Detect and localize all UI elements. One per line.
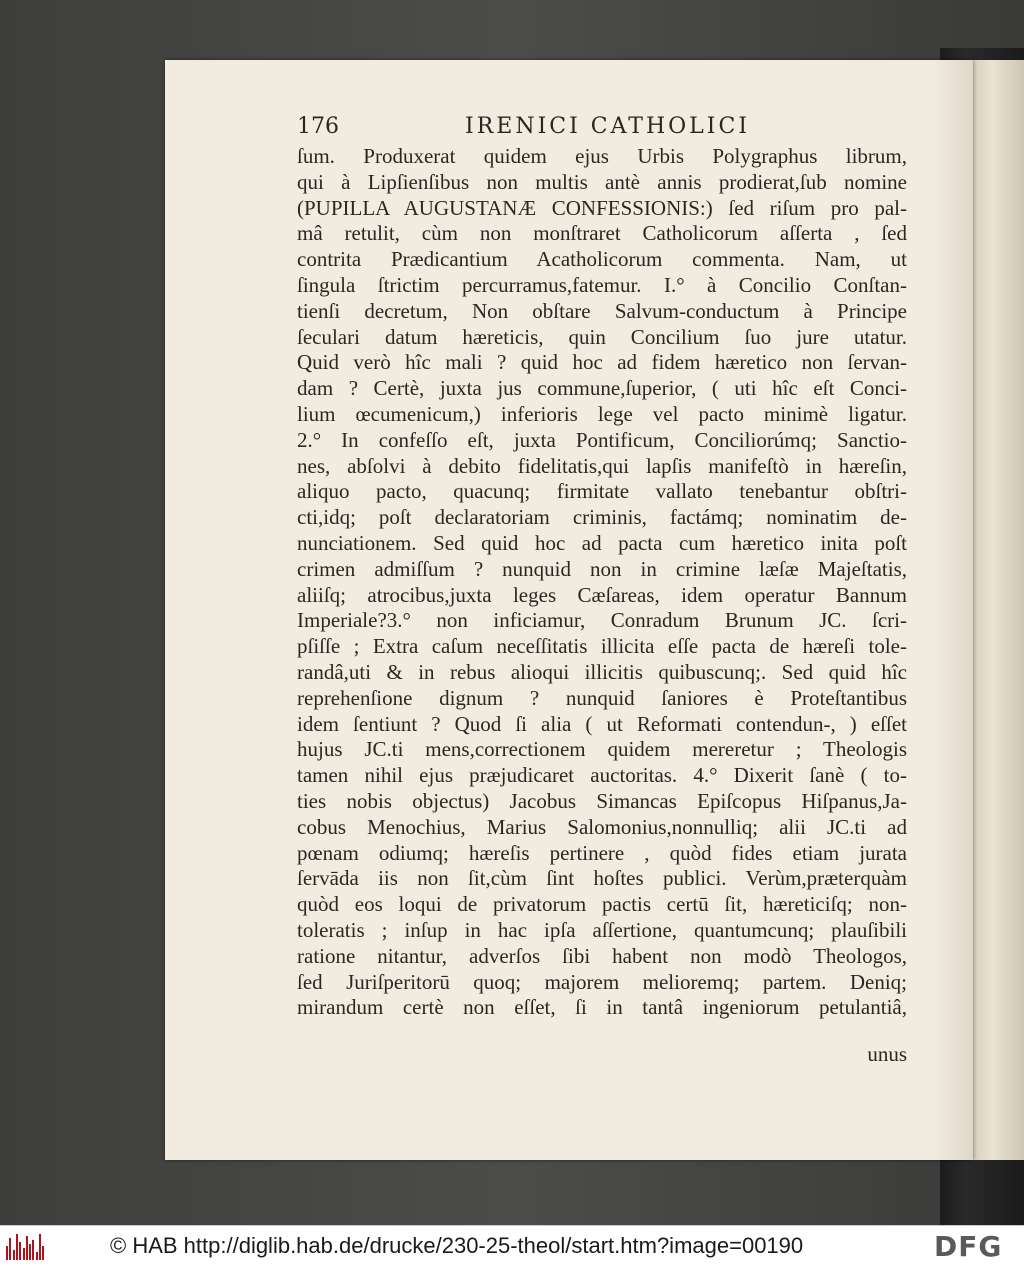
text-line: nes, abſolvi à debito fidelitatis,qui lapſis manifeſtò in hæreſin, — [297, 453, 907, 478]
hab-logo-bar — [13, 1250, 15, 1260]
text-line: quòd eos loqui de privatorum pactis certū ſit, hæreticiſq; non- — [297, 892, 907, 917]
text-line: randâ,uti & in rebus alioqui illicitis quibuscunq;. Sed quid hîc — [297, 659, 907, 684]
text-line: pœnam odiumq; hæreſis pertinere , quòd fides etiam jurata — [297, 840, 907, 865]
text-line: dam ? Certè, juxta jus commune,ſuperior, ( uti hîc eſt Conci- — [297, 376, 907, 401]
page-gutter-shade — [933, 60, 973, 1160]
text-line: (PUPILLA AUGUSTANÆ CONFESSIONIS:) ſed riſum pro pal- — [297, 195, 907, 220]
text-line: ſed Juriſperitorū quoq; majorem melioremq; partem. Deniq; — [297, 969, 907, 994]
running-head-title: IRENICI CATHOLICI — [465, 114, 751, 139]
text-line: cobus Menochius, Marius Salomonius,nonnulliq; alii JC.ti ad — [297, 814, 907, 839]
running-head — [297, 114, 907, 142]
text-line: mirandum certè non eſſet, ſi in tantâ ingeniorum petulantiâ, — [297, 995, 907, 1020]
text-line: Imperiale?3.° non inficiamur, Conradum Brunum JC. ſcri- — [297, 608, 907, 633]
text-line: reprehenſione dignum ? nunquid ſaniores è Proteſtantibus — [297, 685, 907, 710]
text-line: cti,idq; poſt declaratoriam criminis, factámq; nominatim de- — [297, 505, 907, 530]
hab-logo-bar — [23, 1248, 25, 1260]
next-page-edge — [972, 60, 1024, 1160]
hab-logo-bar — [16, 1234, 18, 1260]
footer-url-text[interactable]: © HAB http://diglib.hab.de/drucke/230-25-theol/start.htm?image=00190 — [110, 1233, 804, 1258]
text-line: ſeculari datum hæreticis, quin Concilium ſuo jure utatur. — [297, 324, 907, 349]
text-line: pſiſſe ; Extra caſum neceſſitatis illicita eſſe pacta de hæreſi tole- — [297, 634, 907, 659]
text-line: toleratis ; inſup in hac ipſa aſſertione, quantumcunq; plauſibili — [297, 917, 907, 942]
text-line: ratione nitantur, adverſos ſibi habent non modò Theologos, — [297, 943, 907, 968]
hab-logo-bar — [39, 1234, 41, 1260]
catchword: unus — [867, 1042, 907, 1066]
text-line: tamen nihil ejus præjudicaret auctoritas. 4.° Dixerit ſanè ( to- — [297, 763, 907, 788]
hab-logo-bar — [6, 1246, 8, 1260]
text-line: aliquo pacto, quacunq; firmitate vallato tenebantur obſtri- — [297, 479, 907, 504]
text-line: 2.° In confeſſo eſt, juxta Pontificum, Conciliorúmq; Sanctio- — [297, 427, 907, 452]
hab-logo-bar — [29, 1244, 31, 1260]
text-line: lium œcumenicum,) inferioris lege vel pacto minimè ligatur. — [297, 401, 907, 426]
text-line: hujus JC.ti mens,correctionem quidem mereretur ; Theologis — [297, 737, 907, 762]
hab-logo-bar — [42, 1246, 44, 1260]
text-line: qui à Lipſienſibus non multis antè annis prodierat,ſub nomine — [297, 169, 907, 194]
text-line: nunciationem. Sed quid hoc ad pacta cum hæretico inita poſt — [297, 530, 907, 555]
dfg-logo: DFG — [934, 1230, 1003, 1263]
text-line: mâ retulit, cùm non monſtraret Catholicorum aſſerta , ſed — [297, 221, 907, 246]
hab-logo-bar — [36, 1252, 38, 1260]
text-line: ſum. Produxerat quidem ejus Urbis Polygraphus librum, — [297, 144, 907, 168]
page-number: 176 — [297, 114, 339, 139]
text-line: aliiſq; atrocibus,juxta leges Cæſareas, idem operatur Bannum — [297, 582, 907, 607]
book-page — [165, 60, 973, 1160]
text-line: Quid verò hîc mali ? quid hoc ad fidem hæretico non ſervan- — [297, 350, 907, 375]
body-text — [297, 144, 907, 1021]
hab-logo-bar — [19, 1242, 21, 1260]
text-line: ties nobis objectus) Jacobus Simancas Epiſcopus Hiſpanus,Ja- — [297, 788, 907, 813]
hab-logo-bar — [26, 1236, 28, 1260]
text-line: tienſi decretum, Non obſtare Salvum-conductum à Principe — [297, 298, 907, 323]
hab-logo-bar — [9, 1238, 11, 1260]
footer-bar — [0, 1225, 1024, 1266]
hab-logo-icon — [6, 1232, 46, 1260]
text-line: ſingula ſtrictim percurramus,fatemur. I.° à Concilio Conſtan- — [297, 272, 907, 297]
hab-logo-bar — [32, 1240, 34, 1260]
text-line: crimen admiſſum ? nunquid non in crimine læſæ Majeſtatis, — [297, 556, 907, 581]
text-line: ſervāda iis non ſit,cùm ſint hoſtes publici. Verùm,præterquàm — [297, 866, 907, 891]
text-line: idem ſentiunt ? Quod ſi alia ( ut Reformati contendun‑, ) eſſet — [297, 711, 907, 736]
text-line: contrita Prædicantium Acatholicorum commenta. Nam, ut — [297, 247, 907, 272]
